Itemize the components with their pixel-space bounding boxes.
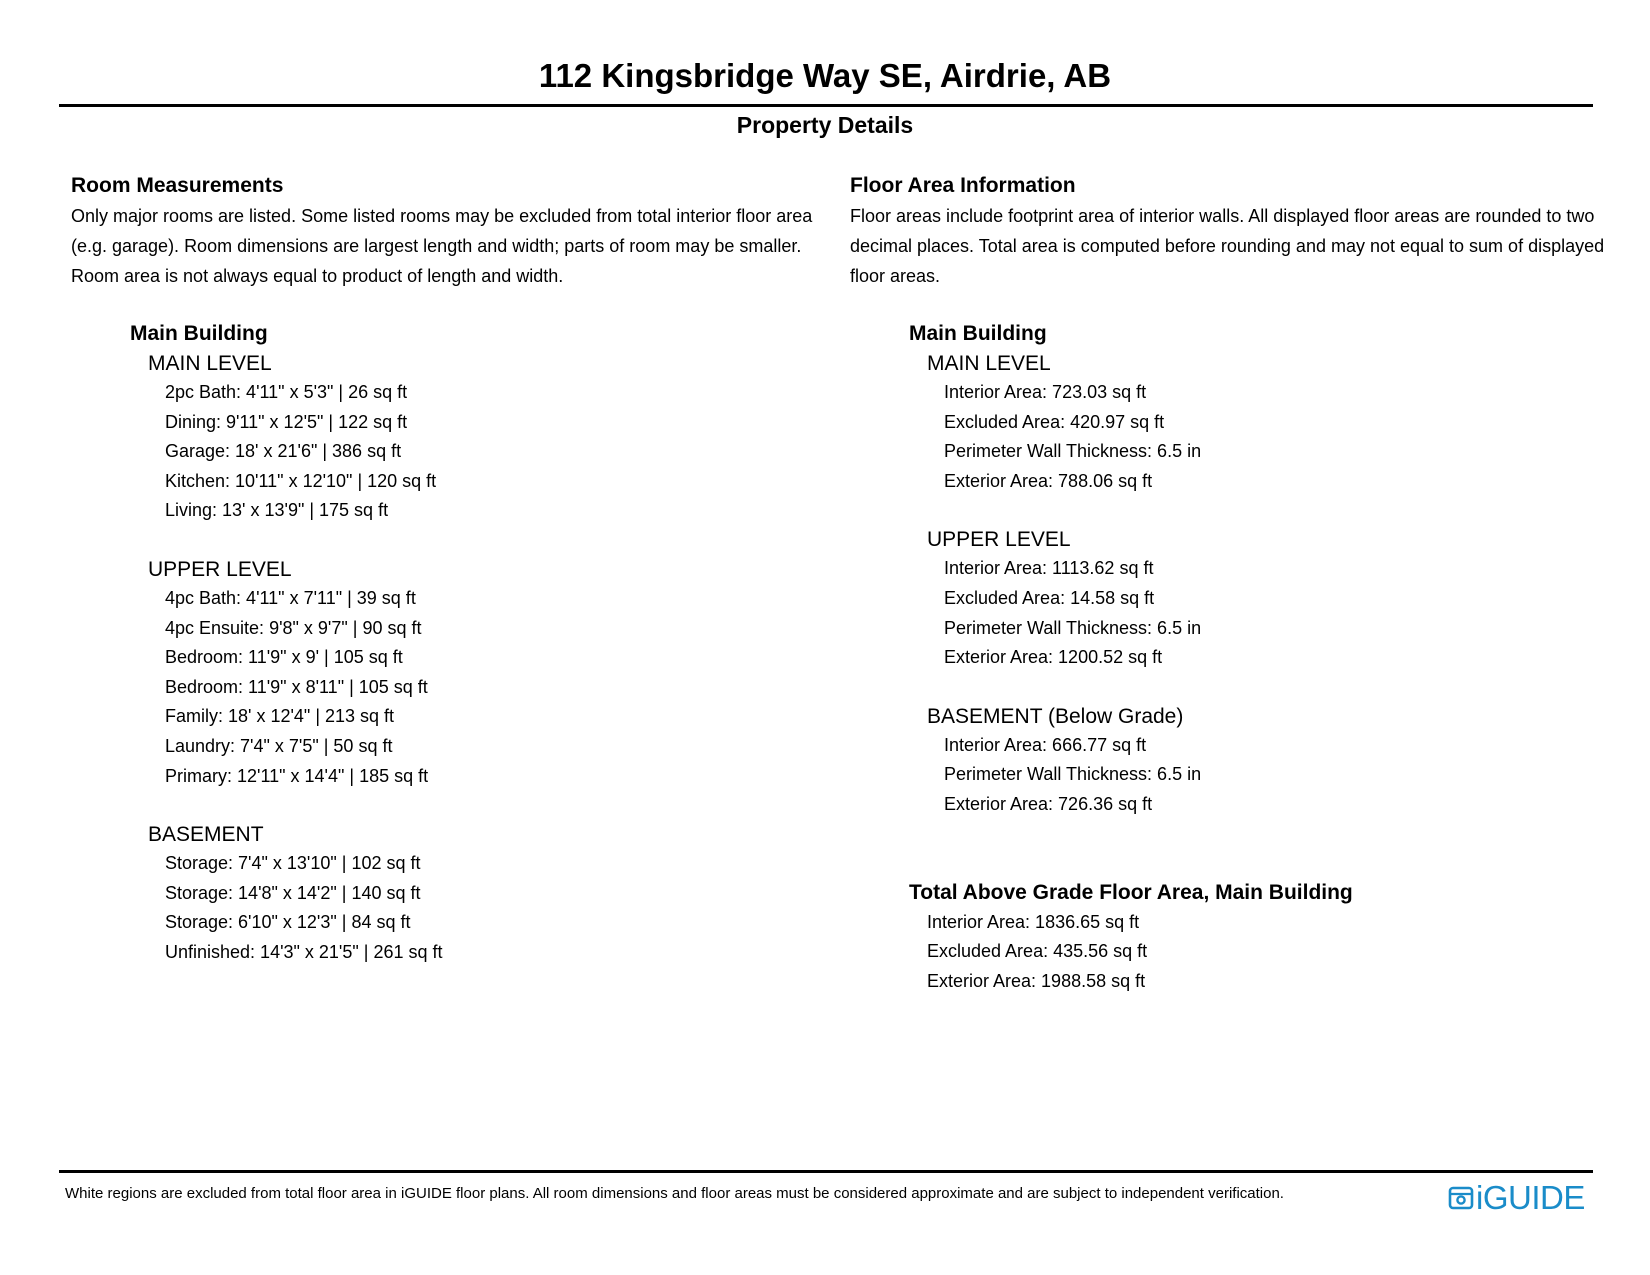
room-item: Storage: 14'8" x 14'2" | 140 sq ft bbox=[165, 882, 421, 903]
areas-main-building bbox=[909, 319, 1600, 996]
footer-divider bbox=[59, 1170, 1593, 1173]
iguide-logo bbox=[1448, 1180, 1585, 1216]
room-item: Kitchen: 10'11" x 12'10" | 120 sq ft bbox=[165, 470, 437, 491]
total-area-item: Excluded Area: 435.56 sq ft bbox=[927, 941, 1148, 962]
description-line: (e.g. garage). Room dimensions are largest length and width; parts of room may be smaller. bbox=[71, 236, 802, 256]
room-item: Dining: 9'11" x 12'5" | 122 sq ft bbox=[165, 411, 408, 432]
area-item: Interior Area: 1113.62 sq ft bbox=[944, 558, 1154, 579]
floor-area-description bbox=[850, 201, 1605, 291]
total-area-item: Exterior Area: 1988.58 sq ft bbox=[927, 970, 1146, 991]
area-item: Exterior Area: 788.06 sq ft bbox=[944, 470, 1153, 491]
room-item: Bedroom: 11'9" x 8'11" | 105 sq ft bbox=[165, 676, 428, 697]
room-item: Laundry: 7'4" x 7'5" | 50 sq ft bbox=[165, 735, 393, 756]
description-line: Floor areas include footprint area of interior walls. All displayed floor areas are rounded to two bbox=[850, 206, 1595, 226]
room-item: Unfinished: 14'3" x 21'5" | 261 sq ft bbox=[165, 941, 443, 962]
room-item: Primary: 12'11" x 14'4" | 185 sq ft bbox=[165, 765, 429, 786]
area-item: Interior Area: 723.03 sq ft bbox=[944, 382, 1147, 402]
room-item: Garage: 18' x 21'6" | 386 sq ft bbox=[165, 441, 402, 462]
description-line: Room area is not always equal to product of length and width. bbox=[71, 266, 564, 286]
area-item: Excluded Area: 420.97 sq ft bbox=[944, 411, 1165, 432]
description-line: decimal places. Total area is computed before rounding and may not equal to sum of displayed bbox=[850, 236, 1605, 256]
title-divider bbox=[59, 104, 1593, 107]
area-item: Interior Area: 666.77 sq ft bbox=[944, 734, 1147, 755]
level-title-basement: BASEMENT (Below Grade) bbox=[927, 704, 1184, 728]
building-heading: Main Building bbox=[909, 322, 1047, 345]
level-title-upper: UPPER LEVEL bbox=[148, 557, 292, 581]
page-subtitle: Property Details bbox=[736, 112, 914, 138]
room-item: Bedroom: 11'9" x 9' | 105 sq ft bbox=[165, 647, 403, 668]
building-heading: Main Building bbox=[130, 322, 268, 345]
level-title-main: MAIN LEVEL bbox=[927, 352, 1051, 375]
room-item: Living: 13' x 13'9" | 175 sq ft bbox=[165, 500, 389, 521]
room-measurements-description bbox=[71, 201, 821, 291]
total-floor-area-heading: Total Above Grade Floor Area, Main Building bbox=[909, 880, 1353, 904]
room-item: Storage: 6'10" x 12'3" | 84 sq ft bbox=[165, 912, 411, 933]
room-item: 2pc Bath: 4'11" x 5'3" | 26 sq ft bbox=[165, 382, 408, 402]
level-title-upper: UPPER LEVEL bbox=[927, 528, 1071, 552]
property-address-title: 112 Kingsbridge Way SE, Airdrie, AB bbox=[538, 57, 1112, 94]
description-line: Only major rooms are listed. Some listed rooms may be excluded from total interior floor area bbox=[71, 206, 813, 226]
camera-icon bbox=[1448, 1185, 1474, 1211]
area-item: Perimeter Wall Thickness: 6.5 in bbox=[944, 764, 1202, 785]
rooms-main-building bbox=[130, 319, 821, 968]
level-title-main: MAIN LEVEL bbox=[148, 352, 272, 375]
area-item: Exterior Area: 726.36 sq ft bbox=[944, 793, 1153, 814]
room-item: Family: 18' x 12'4" | 213 sq ft bbox=[165, 706, 395, 727]
total-area-item: Interior Area: 1836.65 sq ft bbox=[927, 911, 1140, 932]
floor-area-section bbox=[850, 171, 1605, 996]
level-title-basement: BASEMENT bbox=[148, 823, 264, 847]
area-item: Perimeter Wall Thickness: 6.5 in bbox=[944, 617, 1202, 638]
area-item: Perimeter Wall Thickness: 6.5 in bbox=[944, 441, 1202, 462]
area-item: Exterior Area: 1200.52 sq ft bbox=[944, 647, 1163, 668]
room-measurements-heading: Room Measurements bbox=[71, 174, 284, 197]
room-measurements-section bbox=[71, 171, 821, 968]
floor-area-heading: Floor Area Information bbox=[850, 174, 1076, 197]
area-item: Excluded Area: 14.58 sq ft bbox=[944, 587, 1155, 608]
room-item: 4pc Ensuite: 9'8" x 9'7" | 90 sq ft bbox=[165, 617, 422, 638]
room-item: 4pc Bath: 4'11" x 7'11" | 39 sq ft bbox=[165, 587, 416, 608]
description-line: floor areas. bbox=[850, 266, 941, 286]
room-item: Storage: 7'4" x 13'10" | 102 sq ft bbox=[165, 853, 421, 874]
footer-disclaimer: White regions are excluded from total floor area in iGUIDE floor plans. All room dimensions and floor areas must be considered approximate and are subject to independent verification. bbox=[65, 1185, 1284, 1202]
logo-wordmark: iGUIDE bbox=[1476, 1179, 1585, 1216]
